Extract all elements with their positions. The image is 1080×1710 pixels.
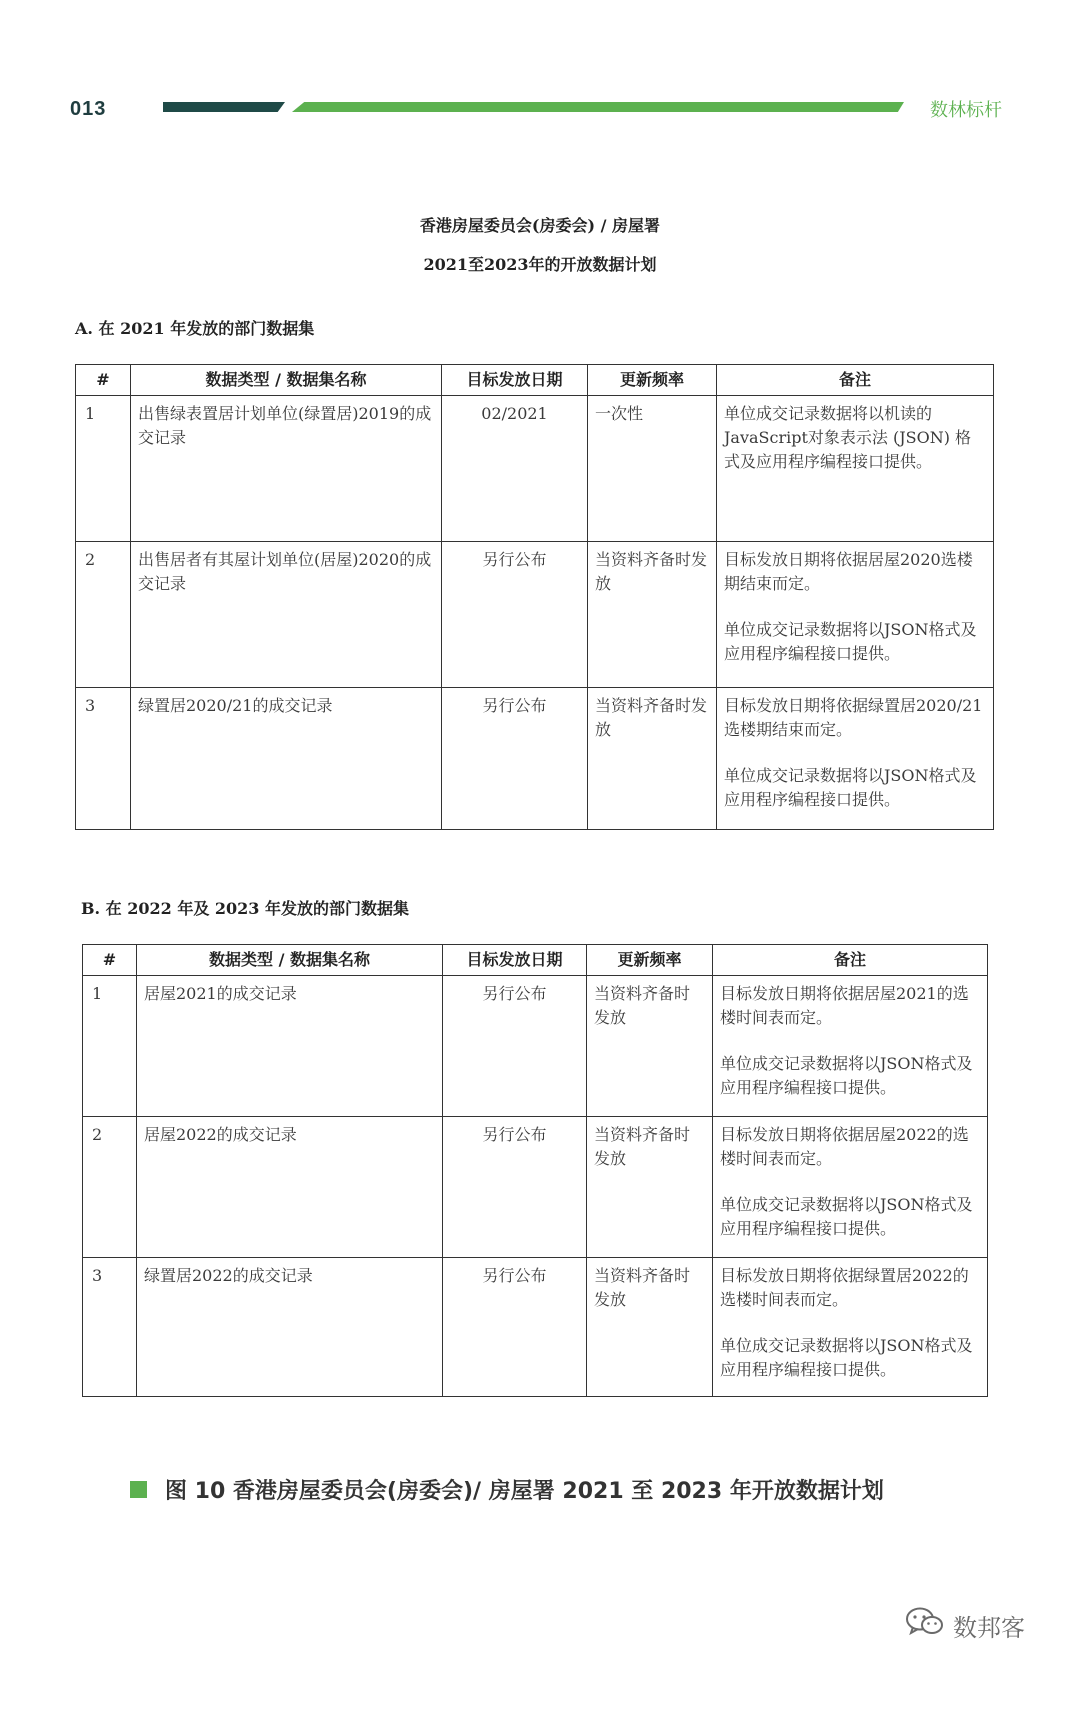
update-frequency: 一次性	[588, 396, 717, 542]
remark-cell	[713, 1258, 988, 1397]
col-header-frequency: 更新频率	[588, 365, 717, 396]
col-header-name: 数据类型 / 数据集名称	[131, 365, 442, 396]
release-date: 02/2021	[442, 396, 588, 542]
remark-cell	[717, 542, 994, 688]
remark-text: 单位成交记录数据将以JSON格式及应用程序编程接口提供。	[720, 1195, 973, 1238]
col-header-date: 目标发放日期	[443, 945, 587, 976]
table-row	[83, 1117, 988, 1258]
col-header-remark: 备注	[717, 365, 994, 396]
section-b-title: B. 在 2022 年及 2023 年发放的部门数据集	[81, 899, 410, 918]
table-row	[76, 542, 994, 688]
watermark-text: 数邦客	[953, 1613, 1025, 1642]
row-number: 2	[83, 1117, 137, 1258]
remark-text: 单位成交记录数据将以JSON格式及应用程序编程接口提供。	[720, 1336, 973, 1379]
dataset-name: 居屋2022的成交记录	[137, 1117, 443, 1258]
table-section-a	[75, 364, 994, 830]
remark-text: 目标发放日期将依据绿置居2022的选楼时间表而定。	[720, 1266, 969, 1309]
remark-text: 单位成交记录数据将以JSON格式及应用程序编程接口提供。	[720, 1054, 973, 1097]
caption-text: 图 10 香港房屋委员会(房委会)/ 房屋署 2021 至 2023 年开放数据计划	[165, 1479, 884, 1504]
header-bar-dark	[163, 102, 285, 112]
col-header-frequency: 更新频率	[587, 945, 713, 976]
figure-caption	[130, 1474, 884, 1505]
remark-cell	[713, 1117, 988, 1258]
wechat-icon	[905, 1606, 945, 1644]
col-header-num: #	[76, 365, 131, 396]
row-number: 2	[76, 542, 131, 688]
document-title: 香港房屋委员会(房委会) / 房屋署	[419, 216, 661, 235]
release-date: 另行公布	[443, 1117, 587, 1258]
row-number: 3	[76, 688, 131, 830]
remark-text: 单位成交记录数据将以JSON格式及应用程序编程接口提供。	[724, 766, 977, 809]
page-number: 013	[70, 98, 107, 120]
col-header-num: #	[83, 945, 137, 976]
remark-text: 单位成交记录数据将以JSON格式及应用程序编程接口提供。	[724, 620, 977, 663]
update-frequency: 当资料齐备时发放	[588, 542, 717, 688]
update-frequency: 当资料齐备时发放	[587, 1117, 713, 1258]
update-frequency: 当资料齐备时发放	[587, 976, 713, 1117]
table-header-row	[76, 365, 994, 396]
release-date: 另行公布	[442, 542, 588, 688]
remark-cell	[717, 688, 994, 830]
remark-text: 目标发放日期将依据居屋2021的选楼时间表而定。	[720, 984, 969, 1027]
col-header-remark: 备注	[713, 945, 988, 976]
remark-text: 目标发放日期将依据居屋2020选楼期结束而定。	[724, 550, 973, 593]
dataset-name: 居屋2021的成交记录	[137, 976, 443, 1117]
col-header-date: 目标发放日期	[442, 365, 588, 396]
caption-square-icon	[130, 1481, 147, 1498]
row-number: 1	[83, 976, 137, 1117]
release-date: 另行公布	[443, 976, 587, 1117]
update-frequency: 当资料齐备时发放	[588, 688, 717, 830]
table-section-b	[82, 944, 988, 1397]
remark-text: 目标发放日期将依据绿置居2020/21选楼期结束而定。	[724, 696, 983, 739]
dataset-name: 出售居者有其屋计划单位(居屋)2020的成交记录	[131, 542, 442, 688]
release-date: 另行公布	[442, 688, 588, 830]
update-frequency: 当资料齐备时发放	[587, 1258, 713, 1397]
remark-text: 目标发放日期将依据居屋2022的选楼时间表而定。	[720, 1125, 969, 1168]
table-header-row	[83, 945, 988, 976]
remark-text: 单位成交记录数据将以机读的JavaScript对象表示法 (JSON) 格式及应用程序编程接口提供。	[724, 404, 972, 471]
section-a-title: A. 在 2021 年发放的部门数据集	[75, 319, 315, 338]
row-number: 3	[83, 1258, 137, 1397]
brand-name: 数林标杆	[930, 100, 1002, 121]
table-row	[83, 1258, 988, 1397]
table-row	[83, 976, 988, 1117]
table-row	[76, 688, 994, 830]
document-subtitle: 2021至2023年的开放数据计划	[423, 255, 657, 274]
remark-cell	[713, 976, 988, 1117]
release-date: 另行公布	[443, 1258, 587, 1397]
watermark	[905, 1606, 1025, 1644]
dataset-name: 绿置居2020/21的成交记录	[131, 688, 442, 830]
col-header-name: 数据类型 / 数据集名称	[137, 945, 443, 976]
dataset-name: 绿置居2022的成交记录	[137, 1258, 443, 1397]
header-bar-green	[292, 102, 904, 112]
table-row	[76, 396, 994, 542]
dataset-name: 出售绿表置居计划单位(绿置居)2019的成交记录	[131, 396, 442, 542]
row-number: 1	[76, 396, 131, 542]
remark-cell	[717, 396, 994, 542]
